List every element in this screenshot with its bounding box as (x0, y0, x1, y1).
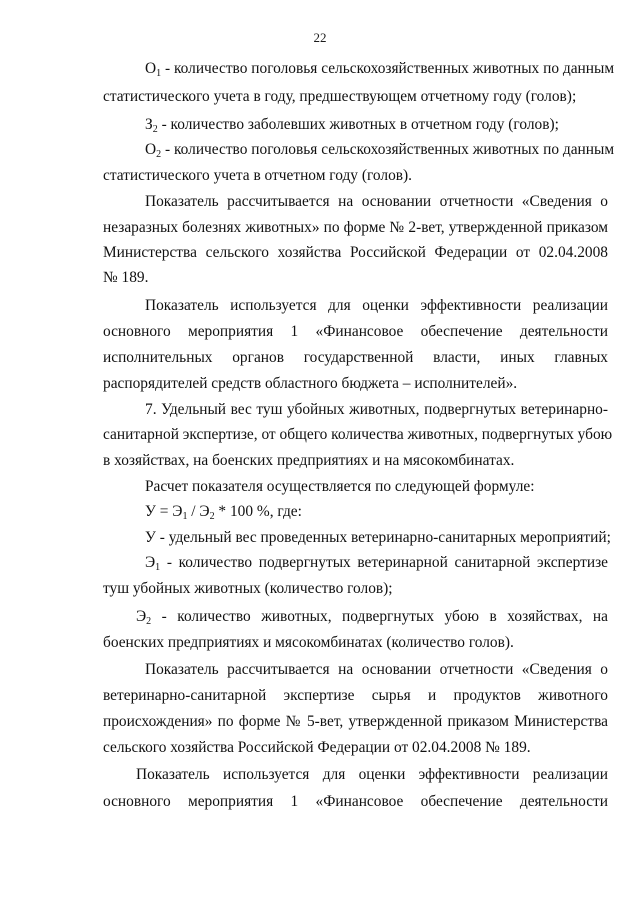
formula-mid: / Э (187, 503, 210, 520)
paragraph-3-line-2: ветеринарно-санитарной экспертизе сырья и продуктов животного (103, 687, 608, 704)
variable-e1-subscript: 1 (155, 562, 161, 573)
definition-e2-line-1 (136, 607, 608, 627)
variable-e1-group (145, 554, 160, 571)
formula (145, 502, 302, 522)
variable-e1: Э (145, 554, 156, 571)
paragraph-2-line-4: распорядителей средств областного бюджета – исполнителей». (103, 375, 518, 392)
definition-o1-line-1 (145, 59, 614, 79)
paragraph-1-line-4: № 189. (103, 269, 149, 286)
variable-o2-subscript: 2 (156, 149, 162, 160)
paragraph-4-line-2: основного мероприятия 1 «Финансовое обеспечение деятельности (103, 793, 608, 810)
formula-subscript-1: 1 (182, 511, 188, 522)
paragraph-3-line-4: сельского хозяйства Российской Федерации от 02.04.2008 № 189. (103, 739, 531, 756)
definition-o2-line-2: статистического учета в отчетном году (голов). (103, 167, 413, 184)
section-7-line-1: 7. Удельный вес туш убойных животных, подвергнутых ветеринарно- (145, 401, 608, 418)
definition-o1-text: - количество поголовья сельскохозяйственных животных по данным (161, 60, 615, 77)
paragraph-1-line-3: Министерства сельского хозяйства Российской Федерации от 02.04.2008 (103, 244, 608, 261)
paragraph-2-line-1: Показатель используется для оценки эффективности реализации (145, 297, 608, 314)
page-number: 22 (313, 30, 327, 45)
paragraph-1-line-1: Показатель рассчитывается на основании отчетности «Сведения о (145, 193, 608, 210)
variable-z2-subscript: 2 (152, 124, 158, 135)
variable-e2-subscript: 2 (146, 616, 152, 627)
paragraph-2-line-3: исполнительных органов государственной власти, иных главных (103, 349, 608, 366)
paragraph-2-line-2: основного мероприятия 1 «Финансовое обеспечение деятельности (103, 323, 608, 340)
definition-e1-line-1 (145, 553, 608, 573)
paragraph-4-line-1: Показатель используется для оценки эффективности реализации (136, 766, 608, 783)
variable-z2: З (145, 116, 153, 133)
paragraph-1-line-2: незаразных болезнях животных» по форме № 2-вет, утвержденной приказом (103, 219, 608, 236)
definition-z2-line-1 (145, 115, 559, 135)
definition-o2-line-1 (145, 140, 614, 160)
definition-u: У - удельный вес проведенных ветеринарно-санитарных мероприятий; (145, 529, 611, 546)
paragraph-3-line-3: происхождения» по форме № 5-вет, утвержденной приказом Министерства (103, 713, 608, 730)
paragraph-3-line-1: Показатель рассчитывается на основании отчетности «Сведения о (145, 661, 608, 678)
definition-e1-text: - количество подвергнутых ветеринарной санитарной экспертизе (160, 554, 608, 571)
definition-z2-text: - количество заболевших животных в отчетном году (голов); (157, 116, 559, 133)
formula-subscript-2: 2 (209, 511, 215, 522)
definition-o1-line-2: статистического учета в году, предшествующем отчетному году (голов); (103, 88, 577, 105)
definition-o2-text: - количество поголовья сельскохозяйственных животных по данным (161, 141, 615, 158)
variable-e2: Э (136, 608, 147, 625)
variable-e2-group (136, 608, 151, 625)
variable-o1: O (145, 60, 157, 77)
definition-e1-line-2: туш убойных животных (количество голов); (103, 580, 393, 597)
variable-o1-subscript: 1 (156, 68, 162, 79)
definition-e2-line-2: боенских предприятиях и мясокомбинатах (количество голов). (103, 634, 514, 651)
formula-left: У = Э (145, 503, 183, 520)
formula-right: * 100 %, где: (214, 503, 302, 520)
definition-e2-text: - количество животных, подвергнутых убою в хозяйствах, на (151, 608, 608, 625)
section-7-line-3: в хозяйствах, на боенских предприятиях и на мясокомбинатах. (103, 452, 515, 469)
variable-o2: O (145, 141, 157, 158)
calculation-intro: Расчет показателя осуществляется по следующей формуле: (145, 478, 535, 495)
section-7-line-2: санитарной экспертизе, от общего количества животных, подвергнутых убою (103, 426, 613, 443)
